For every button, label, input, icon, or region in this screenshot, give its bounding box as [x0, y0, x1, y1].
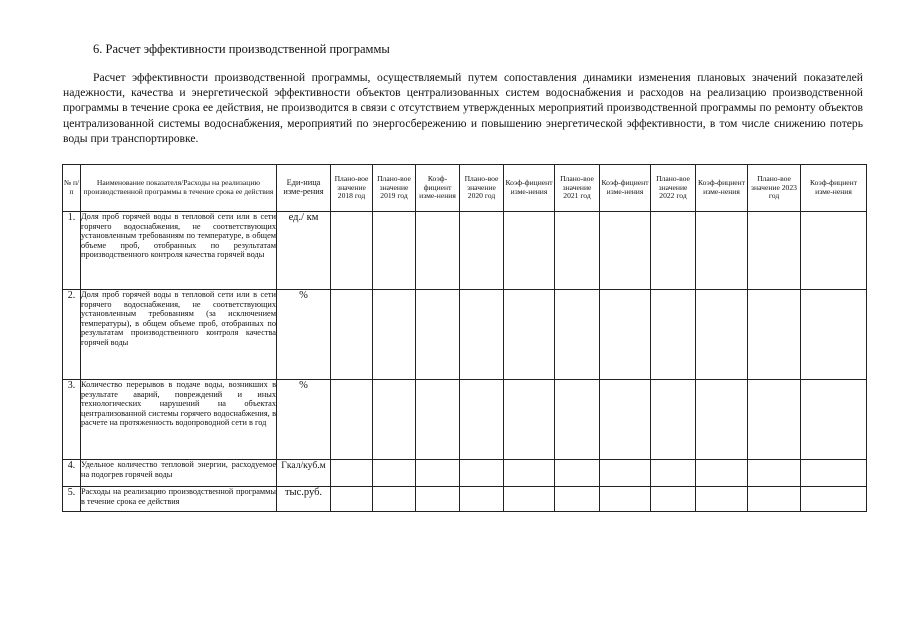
header-cell: Плано-вое значение 2018 год [331, 165, 373, 212]
value-cell [801, 487, 867, 512]
value-cell [801, 290, 867, 380]
value-cell [460, 290, 504, 380]
unit-cell: ед./ км [277, 212, 331, 290]
header-cell: Плано-вое значение 2022 год [651, 165, 696, 212]
row-number: 2. [63, 290, 81, 380]
row-number: 5. [63, 487, 81, 512]
value-cell [600, 460, 651, 487]
row-number: 3. [63, 380, 81, 460]
value-cell [373, 212, 416, 290]
value-cell [373, 460, 416, 487]
value-cell [331, 290, 373, 380]
value-cell [331, 460, 373, 487]
indicator-name: Доля проб горячей воды в тепловой сети или в сети горячего водоснабжения, не соответствующих установленным требованиям (за исключением температуры), в общем объеме проб, отобранных по результатам производственного контроля качества горячей воды [81, 290, 277, 380]
value-cell [600, 380, 651, 460]
indicator-name: Расходы на реализацию производственной программы в течение срока ее действия [81, 487, 277, 512]
value-cell [460, 487, 504, 512]
unit-cell: тыс.руб. [277, 487, 331, 512]
table-header-row [63, 165, 867, 212]
value-cell [748, 290, 801, 380]
value-cell [373, 380, 416, 460]
unit-cell: Гкал/куб.м [277, 460, 331, 487]
table-row [63, 380, 867, 460]
value-cell [416, 460, 460, 487]
unit-cell: % [277, 290, 331, 380]
value-cell [555, 487, 600, 512]
value-cell [696, 460, 748, 487]
value-cell [504, 487, 555, 512]
value-cell [801, 380, 867, 460]
table-row [63, 487, 867, 512]
efficiency-table [62, 164, 867, 512]
value-cell [555, 212, 600, 290]
section-title: 6. Расчет эффективности производственной программы [93, 42, 390, 56]
value-cell [555, 290, 600, 380]
header-cell: Коэф-фициент изме-нения [801, 165, 867, 212]
header-cell: Наименование показателя/Расходы на реализацию производственной программы в течение срока ее действия [81, 165, 277, 212]
value-cell [651, 487, 696, 512]
header-cell: Еди-ница изме-рения [277, 165, 331, 212]
value-cell [460, 380, 504, 460]
header-cell: Коэф-фициент изме-нения [696, 165, 748, 212]
value-cell [416, 212, 460, 290]
value-cell [651, 212, 696, 290]
value-cell [416, 487, 460, 512]
value-cell [504, 380, 555, 460]
value-cell [600, 290, 651, 380]
value-cell [651, 290, 696, 380]
value-cell [748, 487, 801, 512]
header-cell: Плано-вое значение 2020 год [460, 165, 504, 212]
value-cell [460, 212, 504, 290]
header-cell: № п/п [63, 165, 81, 212]
table-row [63, 212, 867, 290]
value-cell [373, 290, 416, 380]
table-row [63, 460, 867, 487]
value-cell [801, 460, 867, 487]
indicator-name: Количество перерывов в подаче воды, возникших в результате аварий, повреждений и иных технологических нарушений на объектах централизованной системы горячего водоснабжения, в расчете на протяженность водопроводной сети в год [81, 380, 277, 460]
section-paragraph: Расчет эффективности производственной программы, осуществляемый путем сопоставления динамики изменения плановых значений показателей надежности, качества и энергетической эффективности объектов централизованных систем водоснабжения и расходов на реализацию производственной программы в течение срока ее действия, не производится в связи с отсутствием утвержденных мероприятий производственной программы по ремонту объектов централизованной системы водоснабжения, мероприятий по энергосбережению и повышению энергетической эффективности, в том числе снижению потерь воды при транспортировке. [63, 71, 863, 145]
value-cell [748, 212, 801, 290]
value-cell [331, 380, 373, 460]
row-number: 1. [63, 212, 81, 290]
header-cell: Плано-вое значение 2023 год [748, 165, 801, 212]
value-cell [600, 487, 651, 512]
value-cell [696, 290, 748, 380]
value-cell [651, 380, 696, 460]
value-cell [331, 212, 373, 290]
header-cell: Коэф-фициент изме-нения [416, 165, 460, 212]
header-cell: Плано-вое значение 2021 год [555, 165, 600, 212]
header-cell: Коэф-фициент изме-нения [504, 165, 555, 212]
header-cell: Коэф-фициент изме-нения [600, 165, 651, 212]
value-cell [555, 380, 600, 460]
value-cell [504, 212, 555, 290]
indicator-name: Удельное количество тепловой энергии, расходуемое на подогрев горячей воды [81, 460, 277, 487]
value-cell [696, 380, 748, 460]
value-cell [504, 290, 555, 380]
value-cell [373, 487, 416, 512]
value-cell [651, 460, 696, 487]
value-cell [696, 212, 748, 290]
value-cell [555, 460, 600, 487]
unit-cell: % [277, 380, 331, 460]
value-cell [331, 487, 373, 512]
value-cell [600, 212, 651, 290]
value-cell [460, 460, 504, 487]
value-cell [748, 380, 801, 460]
header-cell: Плано-вое значение 2019 год [373, 165, 416, 212]
value-cell [748, 460, 801, 487]
value-cell [416, 380, 460, 460]
value-cell [416, 290, 460, 380]
value-cell [696, 487, 748, 512]
indicator-name: Доля проб горячей воды в тепловой сети или в сети горячего водоснабжения, не соответствующих установленным требованиям по температуре, в общем объеме проб, отобранных по результатам производственного контроля качества горячей воды [81, 212, 277, 290]
table-row [63, 290, 867, 380]
row-number: 4. [63, 460, 81, 487]
value-cell [801, 212, 867, 290]
value-cell [504, 460, 555, 487]
